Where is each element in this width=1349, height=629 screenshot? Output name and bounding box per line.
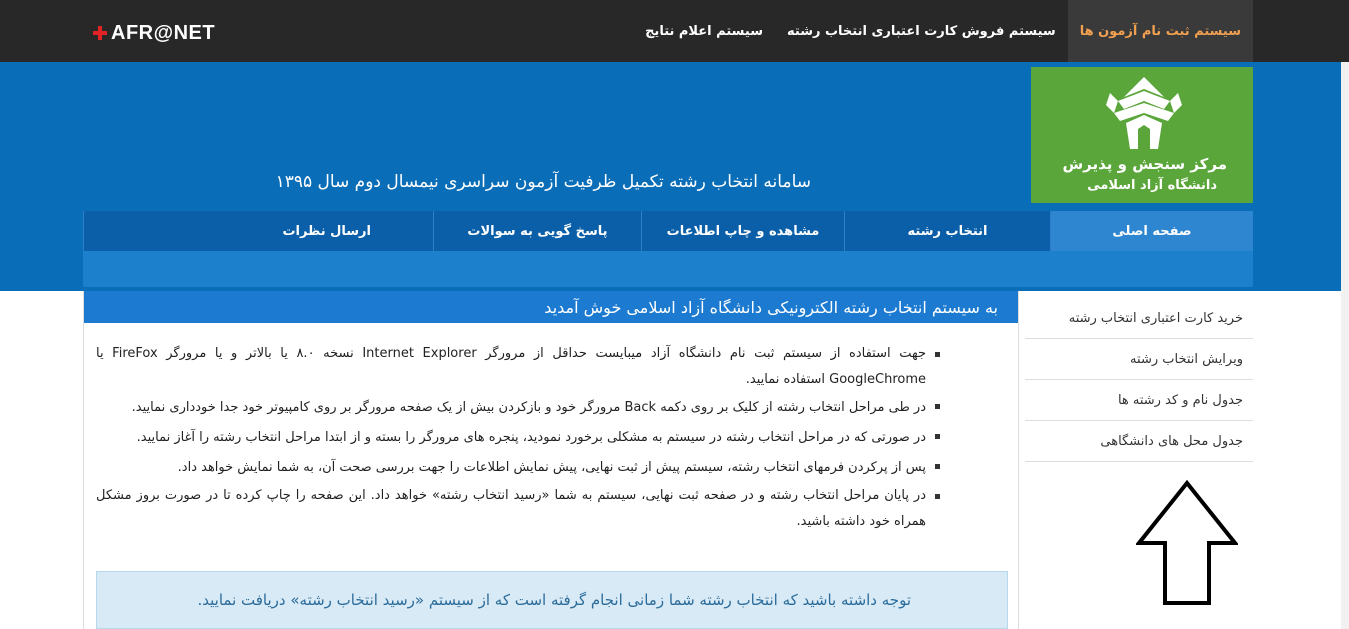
logo-title-line1: مرکز سنجش و پذیرش	[1062, 155, 1227, 173]
main-nav	[83, 211, 1253, 251]
nav-substrip	[83, 251, 1253, 287]
main-nav-faq[interactable]: پاسخ گویی به سوالات	[433, 211, 641, 251]
main-nav-feedback[interactable]: ارسال نظرات	[83, 211, 433, 251]
sidebar-menu	[1025, 298, 1253, 462]
instruction-item: در پایان مراحل انتخاب رشته و در صفحه ثبت نهایی، سیستم به شما «رسید انتخاب رشته» خواهد داد. این صفحه را چاپ کرده تا در صورت بروز مشکل همراه خود داشته باشید.	[96, 483, 940, 535]
instruction-item: جهت استفاده از سیستم ثبت نام دانشگاه آزاد میبایست حداقل از مرورگر Internet Explorer نسخه ۸.۰ یا بالاتر و یا مرورگر FireFox یا GoogleChrome استفاده نمایید.	[96, 341, 940, 393]
top-nav-results[interactable]: سیستم اعلام نتایج	[645, 23, 763, 39]
main-content	[83, 291, 1019, 629]
scrollbar-track[interactable]	[1341, 62, 1349, 629]
welcome-banner: به سیستم انتخاب رشته الکترونیکی دانشگاه آزاد اسلامی خوش آمدید	[84, 291, 1018, 323]
instruction-item: در طی مراحل انتخاب رشته از کلیک بر روی دکمه Back مرورگر خود و بازکردن بیش از یک صفحه مرورگر بر روی کامپیوتر خود جدا خودداری نمایید.	[96, 393, 940, 423]
sidebar-item-locations[interactable]: جدول محل های دانشگاهی	[1025, 421, 1253, 462]
instruction-item: در صورتی که در مراحل انتخاب رشته در سیستم به مشکلی برخورد نمودید، پنجره های مرورگر را بسته و از ابتدا مراحل انتخاب رشته را آغاز نمایید.	[96, 423, 940, 453]
site-title: سامانه انتخاب رشته تکمیل ظرفیت آزمون سراسری نیمسال دوم سال ۱۳۹۵	[275, 172, 811, 192]
sidebar-item-buy-card[interactable]: خرید کارت اعتباری انتخاب رشته	[1025, 298, 1253, 339]
top-nav-card-sales[interactable]: سیستم فروش کارت اعتباری انتخاب رشته	[787, 23, 1056, 39]
university-emblem-icon	[1104, 75, 1184, 151]
receipt-note: توجه داشته باشید که انتخاب رشته شما زمانی انجام گرفته است که از سیستم «رسید انتخاب رشته» دریافت نمایید.	[96, 571, 1008, 629]
sidebar-item-edit-selection[interactable]: ویرایش انتخاب رشته	[1025, 339, 1253, 380]
top-bar	[0, 0, 1349, 62]
main-nav-view-print[interactable]: مشاهده و چاپ اطلاعات	[641, 211, 844, 251]
site-header	[0, 62, 1341, 291]
university-logo[interactable]	[1031, 67, 1253, 203]
sidebar-item-field-codes[interactable]: جدول نام و کد رشته ها	[1025, 380, 1253, 421]
up-arrow-icon	[1136, 480, 1238, 606]
instructions-list	[84, 323, 1018, 535]
instruction-item: پس از پرکردن فرمهای انتخاب رشته، سیستم پیش از ثبت نهایی، پیش نمایش اطلاعات را جهت بررسی صحت آن، به شما نمایش خواهد داد.	[96, 453, 940, 483]
top-nav	[633, 0, 1253, 62]
brand-name: AFR@NET	[111, 21, 216, 44]
plus-icon	[93, 26, 107, 40]
logo-title-line2: دانشگاه آزاد اسلامی	[1087, 178, 1217, 193]
brand-logo[interactable]	[93, 22, 215, 44]
main-nav-home[interactable]: صفحه اصلی	[1050, 211, 1253, 251]
main-nav-field-selection[interactable]: انتخاب رشته	[844, 211, 1050, 251]
top-nav-registration[interactable]: سیستم ثبت نام آزمون ها	[1068, 0, 1253, 62]
